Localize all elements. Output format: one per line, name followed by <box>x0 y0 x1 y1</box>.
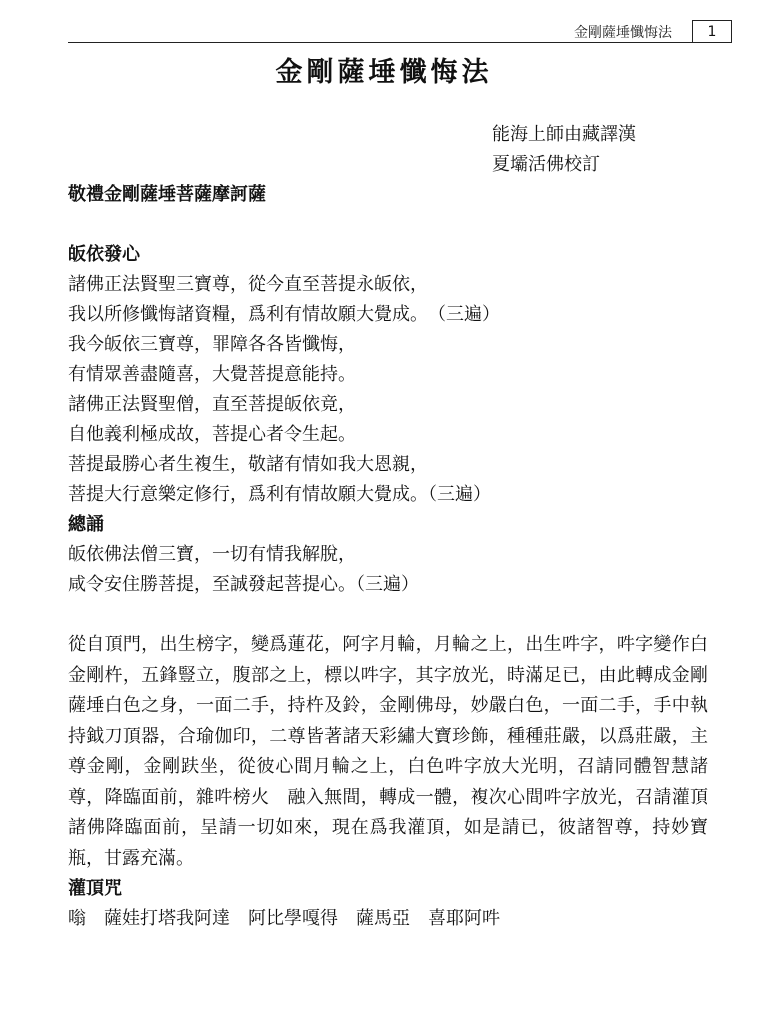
verse-line: 我今皈依三寶尊，罪障各各皆懺悔， <box>68 334 356 355</box>
credit-translator: 能海上師由藏譯漢 <box>492 124 636 145</box>
verse-line: 咸令安住勝菩提，至誠發起菩提心。（三遍） <box>68 574 419 595</box>
credit-editor: 夏壩活佛校訂 <box>492 154 600 175</box>
verse-line: 我以所修懺悔諸資糧，爲利有情故願大覺成。 （三遍） <box>68 304 500 325</box>
verse-line: 有情眾善盡隨喜，大覺菩提意能持。 <box>68 364 356 385</box>
document-body <box>68 180 708 934</box>
document-title: 金剛薩埵懺悔法 <box>275 57 493 88</box>
visualization-paragraph: 從自頂門，出生榜字，變爲蓮花，阿字月輪，月輪之上，出生吽字，吽字變作白金剛杵，五鋒豎立，腹部之上，標以吽字，其字放光，時滿足已，由此轉成金剛薩埵白色之身，一面二手，持杵及鈴，金剛佛母，妙嚴白色，一面二手，手中執持鉞刀頂器，合瑜伽印，二尊皆著諸天彩繡大寶珍飾，種種莊嚴，以爲莊嚴，主尊金剛，金剛趺坐，從彼心間月輪之上，白色吽字放大光明，召請同體智慧諸尊，降臨面前，雜吽榜火 融入無間，轉成一體，複次心間吽字放光，召請灌頂諸佛降臨面前，呈請一切如來，現在爲我灌頂，如是請已，彼諸智尊，持妙寶瓶，甘露充滿。 <box>68 634 708 869</box>
credits <box>492 120 636 180</box>
section-heading-empowerment-mantra: 灌頂咒 <box>68 878 122 899</box>
page-header <box>68 20 732 43</box>
blank-line <box>68 600 708 630</box>
verse-line: 菩提大行意樂定修行，爲利有情故願大覺成。（三遍） <box>68 484 491 505</box>
verse-line: 自他義利極成故，菩提心者令生起。 <box>68 424 356 445</box>
verse-line: 諸佛正法賢聖三寶尊，從今直至菩提永皈依， <box>68 274 428 295</box>
section-heading-recitation: 總誦 <box>68 514 104 535</box>
salutation: 敬禮金剛薩埵菩薩摩訶薩 <box>68 184 266 205</box>
verse-line: 皈依佛法僧三寶，一切有情我解脫， <box>68 544 356 565</box>
section-heading-refuge: 皈依發心 <box>68 244 140 265</box>
verse-line: 菩提最勝心者生複生，敬諸有情如我大恩親， <box>68 454 428 475</box>
mantra-line: 嗡 薩娃打塔我阿達 阿比學嘎得 薩馬亞 喜耶阿吽 <box>68 908 500 929</box>
blank-line <box>68 210 708 240</box>
verse-line: 諸佛正法賢聖僧，直至菩提皈依竟， <box>68 394 356 415</box>
header-title: 金剛薩埵懺悔法 <box>574 25 672 41</box>
page-number: 1 <box>692 20 732 43</box>
